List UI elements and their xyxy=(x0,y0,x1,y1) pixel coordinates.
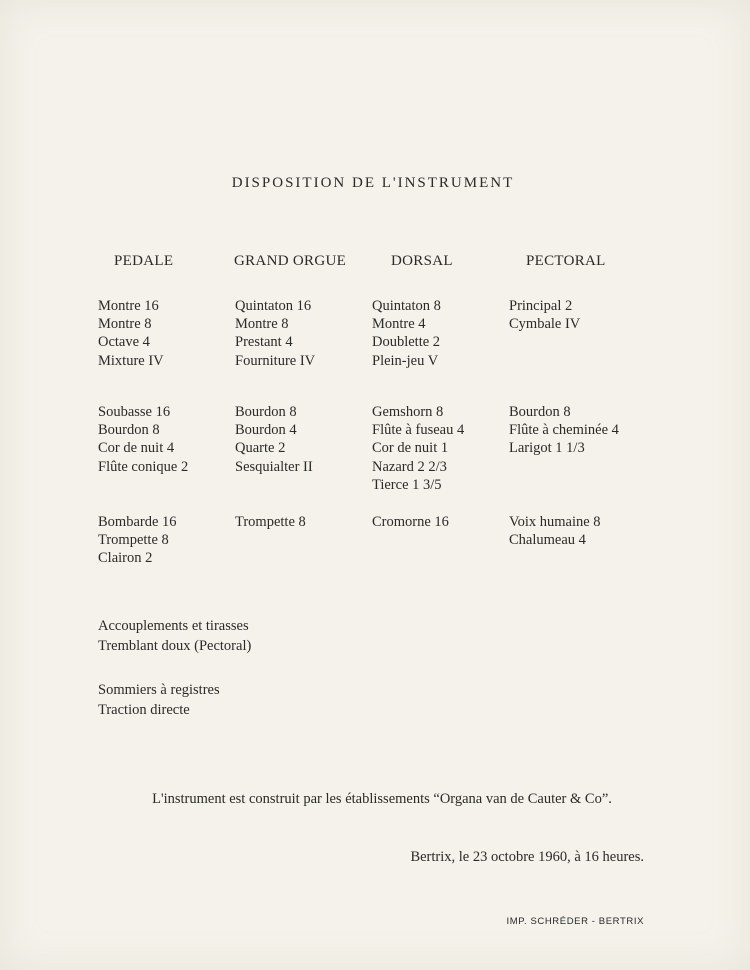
dorsal-group-2 xyxy=(372,403,464,494)
pedale-group-1 xyxy=(98,297,164,370)
stop: Octave 4 xyxy=(98,334,150,351)
stop: Principal 2 xyxy=(509,298,573,314)
pectoral-group-3 xyxy=(509,513,601,549)
pectoral-group-1 xyxy=(509,297,580,333)
stop: Cromorne 16 xyxy=(372,514,449,530)
dateline: Bertrix, le 23 octobre 1960, à 16 heures. xyxy=(410,849,644,865)
stop: Montre 8 xyxy=(98,316,152,333)
page-title: DISPOSITION DE L'INSTRUMENT xyxy=(231,175,515,191)
stop: Flûte à cheminée 4 xyxy=(509,422,619,439)
pectoral-group-2 xyxy=(509,403,619,458)
accessory-item: Tremblant doux (Pectoral) xyxy=(98,638,252,654)
stop: Doublette 2 xyxy=(372,334,441,351)
stop: Cor de nuit 4 xyxy=(98,440,175,457)
stop: Tierce 1 3/5 xyxy=(372,476,442,493)
mechanism-item: Traction directe xyxy=(98,702,190,718)
mechanism-list xyxy=(98,680,220,720)
stop: Quintaton 8 xyxy=(372,298,441,314)
stop: Flûte à fuseau 4 xyxy=(372,422,465,439)
stop: Sesquialter II xyxy=(235,458,313,475)
stop: Montre 4 xyxy=(372,316,426,333)
stop: Plein-jeu V xyxy=(372,352,439,369)
heading-pectoral: PECTORAL xyxy=(526,253,606,269)
stop: Mixture IV xyxy=(98,352,164,369)
stop: Larigot 1 1/3 xyxy=(509,440,585,457)
stop: Flûte conique 2 xyxy=(98,458,189,475)
stop: Clairon 2 xyxy=(98,550,153,567)
stop: Bombarde 16 xyxy=(98,514,177,530)
stop: Bourdon 8 xyxy=(98,422,160,439)
stop: Fourniture IV xyxy=(235,352,316,369)
dorsal-group-1 xyxy=(372,297,441,370)
grand-orgue-group-3 xyxy=(235,513,306,531)
grand-orgue-group-2 xyxy=(235,403,313,476)
stop: Montre 8 xyxy=(235,316,289,333)
stop: Gemshorn 8 xyxy=(372,404,444,420)
grand-orgue-group-1 xyxy=(235,297,315,370)
mechanism-item: Sommiers à registres xyxy=(98,682,220,698)
stop: Quintaton 16 xyxy=(235,298,312,314)
printer-imprint: IMP. SCHRÉDER - BERTRIX xyxy=(506,916,644,927)
accessory-item: Accouplements et tirasses xyxy=(98,618,249,634)
stop: Cor de nuit 1 xyxy=(372,440,449,457)
stop: Chalumeau 4 xyxy=(509,532,586,549)
stop: Soubasse 16 xyxy=(98,404,171,420)
stop: Prestant 4 xyxy=(235,334,293,351)
stop: Voix humaine 8 xyxy=(509,514,601,530)
stop: Bourdon 8 xyxy=(509,404,571,420)
heading-dorsal: DORSAL xyxy=(391,253,453,269)
heading-grand-orgue: GRAND ORGUE xyxy=(234,253,347,269)
stop: Nazard 2 2/3 xyxy=(372,458,447,475)
pedale-group-3 xyxy=(98,513,177,568)
stop: Bourdon 4 xyxy=(235,422,297,439)
stop: Trompette 8 xyxy=(98,532,169,549)
pedale-group-2 xyxy=(98,403,188,476)
stop: Quarte 2 xyxy=(235,440,286,457)
stop: Cymbale IV xyxy=(509,316,581,333)
dorsal-group-3 xyxy=(372,513,449,531)
stop: Trompette 8 xyxy=(235,514,306,530)
heading-pedale: PEDALE xyxy=(114,253,174,269)
accessories-list xyxy=(98,616,251,656)
stop: Montre 16 xyxy=(98,298,159,314)
stop: Bourdon 8 xyxy=(235,404,297,420)
builder-note: L'instrument est construit par les établissements “Organa van de Cauter & Co”. xyxy=(152,791,612,807)
